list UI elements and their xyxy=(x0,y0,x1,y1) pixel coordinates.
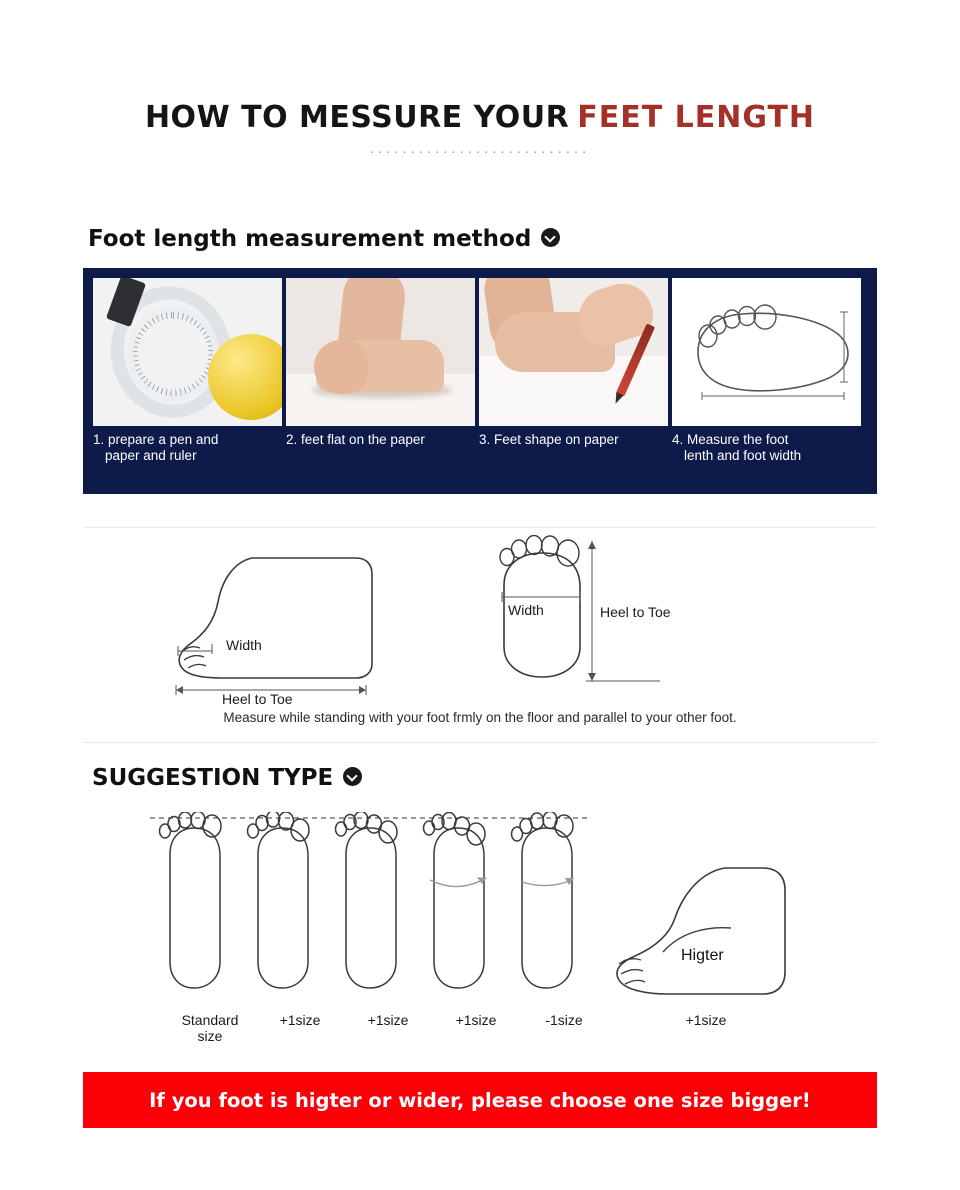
step-caption-4 xyxy=(672,432,861,464)
method-heading-label: Foot length measurement method xyxy=(88,226,532,252)
warning-banner-text: If you foot is higter or wider, please choose one size bigger! xyxy=(149,1088,811,1112)
warning-banner xyxy=(83,1072,877,1128)
suggestion-label-higher xyxy=(651,1012,761,1028)
divider-rule-2 xyxy=(83,742,877,743)
step-caption-4-line2: lenth and foot width xyxy=(684,448,802,463)
step-photo-tracing-foot xyxy=(479,278,668,426)
page-title-part1: HOW TO MESSURE YOUR xyxy=(144,100,570,135)
chevron-down-icon-2 xyxy=(343,767,362,786)
step-photo-tape-measure xyxy=(93,278,282,426)
steps-caption-row xyxy=(93,432,867,464)
steps-strip xyxy=(83,268,877,494)
step-number-2: 2. xyxy=(286,432,298,447)
step-number-1: 1. xyxy=(93,432,105,447)
step-caption-3-line1: Feet shape on paper xyxy=(494,432,619,447)
divider-rule-1 xyxy=(83,527,877,528)
suggestion-label-higher-text: +1size xyxy=(685,1012,727,1028)
foot-type-row xyxy=(140,812,600,1012)
suggestion-label-5-line1: -1size xyxy=(545,1012,583,1028)
suggestion-heading xyxy=(92,765,362,791)
step-caption-2 xyxy=(286,432,475,464)
suggestion-label-3-line1: +1size xyxy=(367,1012,409,1028)
top-view-diagram xyxy=(480,535,690,705)
method-heading xyxy=(88,226,560,252)
step-caption-3 xyxy=(479,432,668,464)
high-instep-caption: Higter xyxy=(681,947,724,964)
step-number-3: 3. xyxy=(479,432,491,447)
measure-note: Measure while standing with your foot frmly on the floor and parallel to your other foot. xyxy=(223,710,737,725)
suggestion-label-5 xyxy=(509,1012,619,1028)
side-view-diagram xyxy=(160,540,400,705)
step-caption-2-line1: feet flat on the paper xyxy=(301,432,425,447)
top-width-label: Width xyxy=(508,602,544,618)
step-caption-1-line2: paper and ruler xyxy=(105,448,197,463)
suggestion-label-2-line1: +1size xyxy=(279,1012,321,1028)
page-title xyxy=(0,100,960,135)
side-length-label: Heel to Toe xyxy=(222,691,293,705)
suggestion-heading-label: SUGGESTION TYPE xyxy=(92,765,334,791)
title-dotted-divider: ........................... xyxy=(369,140,591,157)
suggestion-label-4-line1: +1size xyxy=(455,1012,497,1028)
high-instep-diagram xyxy=(605,860,795,1010)
top-length-label: Heel to Toe xyxy=(600,604,671,620)
step-caption-4-line1: Measure the foot xyxy=(687,432,789,447)
step-caption-1-line1: prepare a pen and xyxy=(108,432,219,447)
step-number-4: 4. xyxy=(672,432,684,447)
chevron-down-icon xyxy=(541,228,560,247)
step-caption-1 xyxy=(93,432,282,464)
page-title-accent: FEET LENGTH xyxy=(577,100,816,135)
suggestion-label-1-line1: Standard xyxy=(181,1012,239,1028)
steps-photo-row xyxy=(93,278,867,426)
step-photo-foot-outline-diagram xyxy=(672,278,861,426)
suggestion-label-1-line2: size xyxy=(197,1028,223,1044)
side-width-label: Width xyxy=(226,637,262,653)
step-photo-foot-on-paper xyxy=(286,278,475,426)
